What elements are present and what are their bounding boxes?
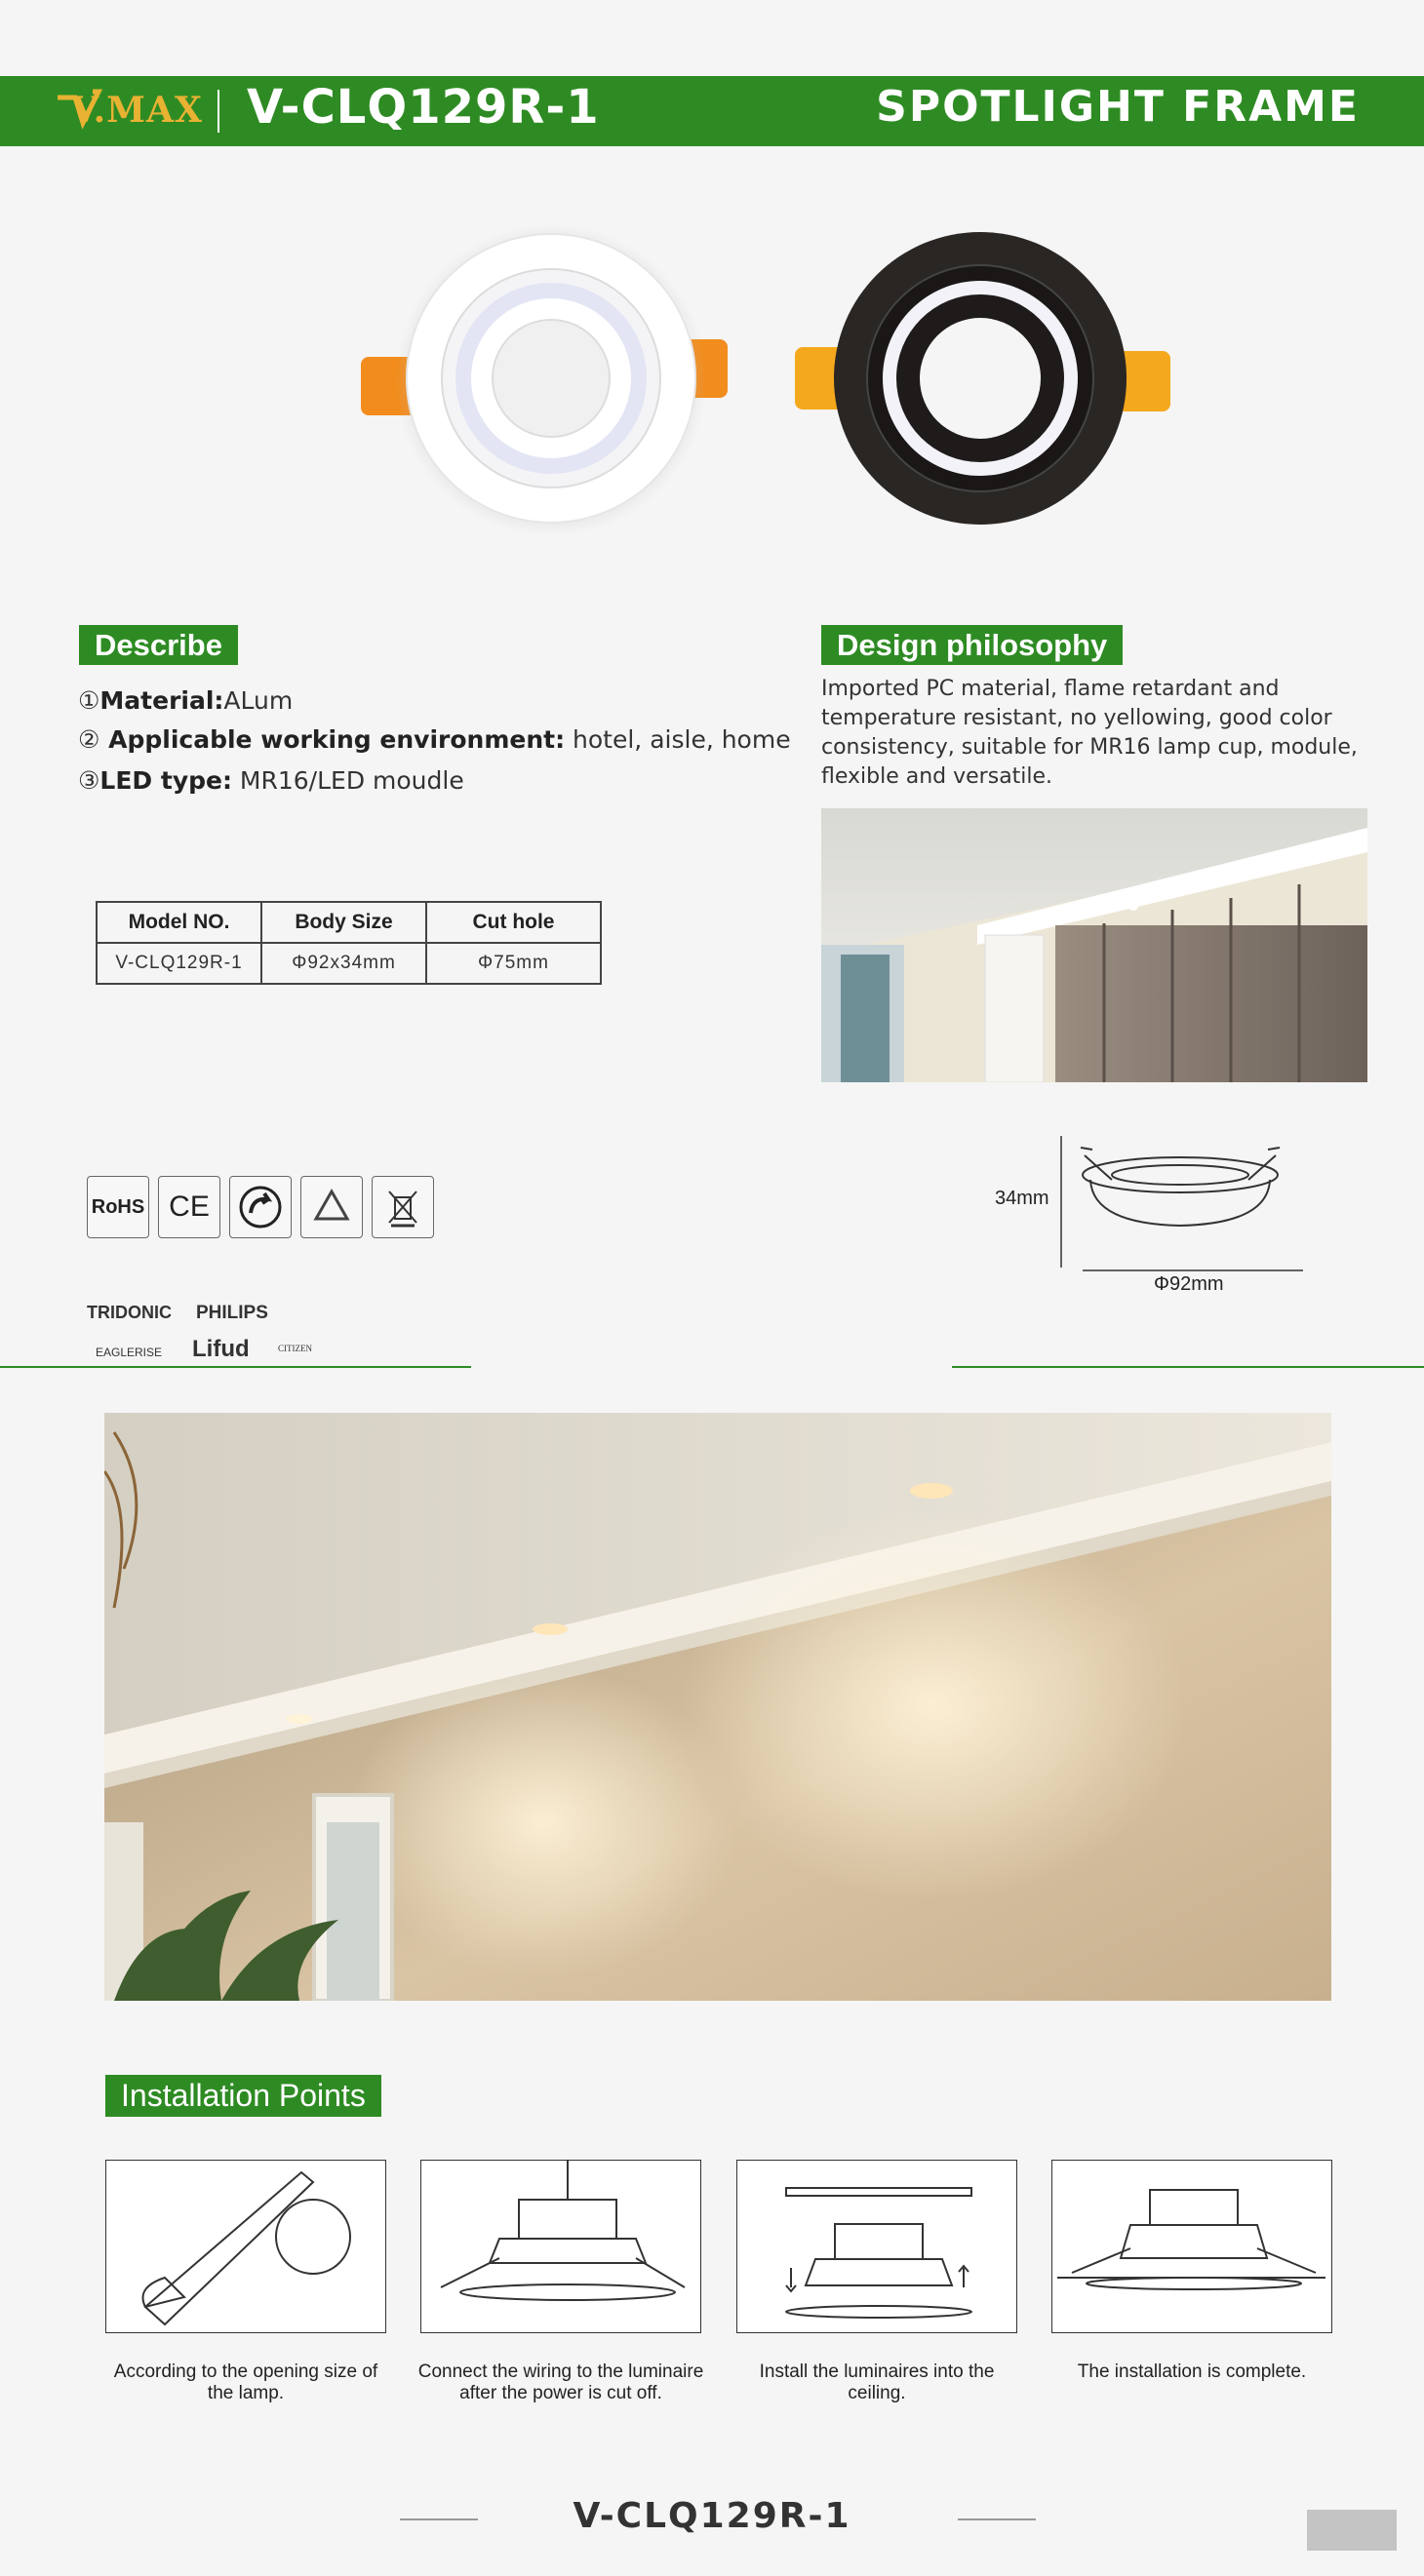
spec-header-cut: Cut hole — [426, 902, 601, 943]
product-photos — [351, 215, 1190, 546]
footer-model: V-CLQ129R-1 — [573, 2496, 851, 2536]
spec-table — [96, 901, 602, 985]
describe-item-environment: ② Applicable working environment: hotel, aisle, home — [78, 725, 791, 754]
ce-icon: CE — [158, 1176, 220, 1238]
design-text: Imported PC material, flame retardant and temperature resistant, no yellowing, good color consistency, suitable for MR16 lamp cup, module, flexible and versatile. — [821, 677, 1358, 789]
divider-right — [952, 1366, 1424, 1368]
weee-bin-icon — [372, 1176, 434, 1238]
dimension-diameter: Φ92mm — [1154, 1273, 1224, 1295]
brand-lifud: Lifud — [192, 1336, 250, 1362]
step-2-caption: Connect the wiring to the luminaire after the power is cut off. — [417, 2361, 704, 2403]
design-heading: Design philosophy — [821, 625, 1123, 665]
brand-philips: PHILIPS — [196, 1303, 268, 1323]
spec-cell-cut: Φ75mm — [426, 943, 601, 984]
dimension-height: 34mm — [995, 1188, 1049, 1209]
header-model: V-CLQ129R-1 — [247, 80, 600, 135]
step-2-illustration — [420, 2160, 701, 2333]
room-photo-small — [821, 808, 1367, 1082]
logo-text: V.MAX — [71, 90, 203, 131]
recycle-icon — [300, 1176, 363, 1238]
describe-item-led-type: ③LED type: MR16/LED moudle — [78, 766, 464, 795]
step-3-illustration — [736, 2160, 1017, 2333]
header-divider — [218, 90, 219, 133]
brand-citizen: CITIZEN — [278, 1344, 312, 1353]
spec-header-model: Model NO. — [97, 902, 261, 943]
spec-cell-model: V-CLQ129R-1 — [97, 943, 261, 984]
step-1-caption: According to the opening size of the lamp. — [113, 2361, 378, 2403]
describe-item-material: ①Material:ALum — [78, 686, 294, 715]
rohs-icon: RoHS — [87, 1176, 149, 1238]
footer-gray-block — [1307, 2510, 1397, 2551]
brand-logo — [54, 84, 203, 138]
dimension-drawing — [1053, 1136, 1307, 1272]
green-dot-icon — [229, 1176, 292, 1238]
step-4-illustration — [1051, 2160, 1332, 2333]
black-frame-image — [795, 232, 1170, 525]
header-title: SPOTLIGHT FRAME — [876, 82, 1360, 132]
describe-heading: Describe — [79, 625, 238, 665]
spec-cell-size: Φ92x34mm — [261, 943, 426, 984]
step-4-caption: The installation is complete. — [1077, 2361, 1307, 2382]
step-1-illustration — [105, 2160, 386, 2333]
step-3-caption: Install the luminaires into the ceiling. — [759, 2361, 995, 2403]
room-photo-large — [104, 1413, 1331, 2001]
brand-eaglerise: EAGLERISE — [96, 1346, 163, 1359]
table-row — [97, 943, 601, 984]
installation-heading: Installation Points — [105, 2075, 381, 2117]
spec-header-size: Body Size — [261, 902, 426, 943]
brand-tridonic: TRIDONIC — [87, 1303, 172, 1322]
divider-left — [0, 1366, 471, 1368]
white-frame-image — [361, 224, 728, 536]
